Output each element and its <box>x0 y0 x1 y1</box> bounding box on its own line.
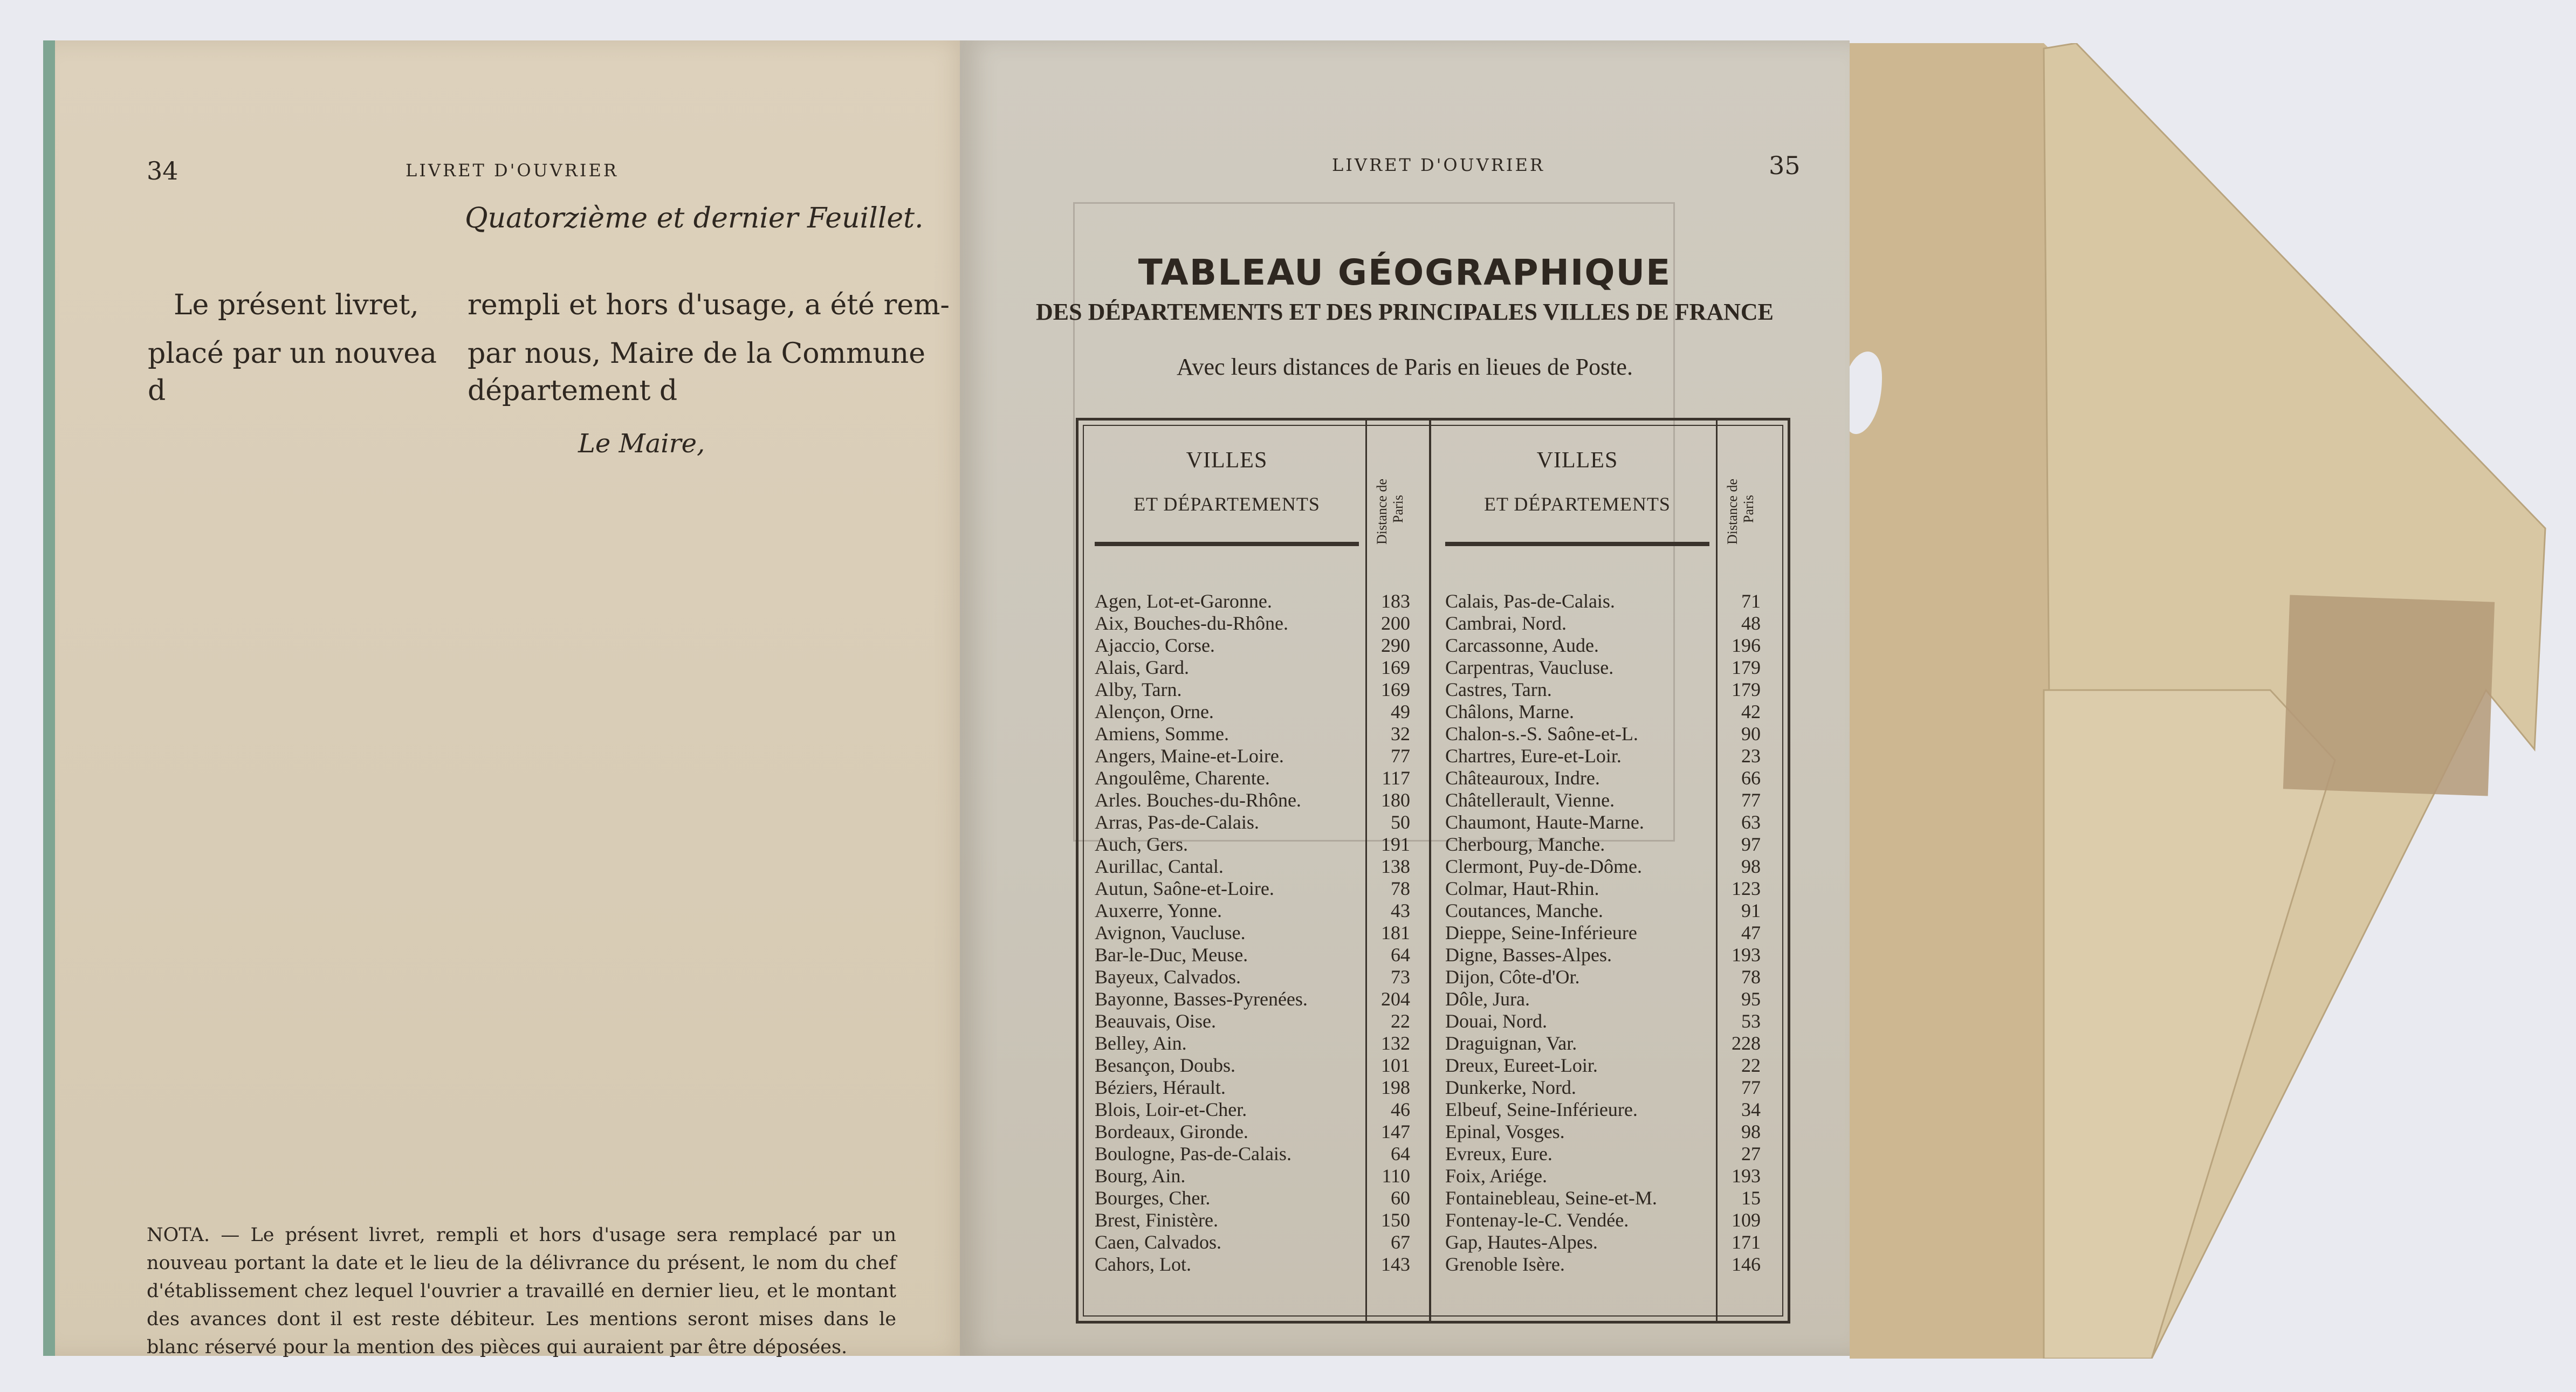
right-city: Châtellerault, Vienne. <box>1445 789 1615 811</box>
right-distance: 63 <box>1741 811 1761 833</box>
right-distance: 47 <box>1741 922 1761 943</box>
right-row <box>1445 811 1774 833</box>
right-city: Châlons, Marne. <box>1445 701 1574 722</box>
right-row <box>1445 1209 1774 1231</box>
left-city: Besançon, Doubs. <box>1095 1055 1235 1076</box>
right-row <box>1445 1253 1774 1276</box>
right-row <box>1445 1143 1774 1165</box>
table-subsubtitle: Avec leurs distances de Paris en lieues de Poste. <box>1177 354 1633 380</box>
right-city: Dôle, Jura. <box>1445 988 1530 1010</box>
right-city: Colmar, Haut-Rhin. <box>1445 878 1599 899</box>
left-city: Arles. Bouches-du-Rhône. <box>1095 789 1301 811</box>
left-row <box>1095 635 1418 657</box>
left-distance: 77 <box>1391 745 1410 767</box>
nota-paragraph: NOTA. — Le présent livret, rempli et hors d'usage sera remplacé par un nouveau portant la date et le lieu de la délivrance du présent, le nom du chef d'établissement chez lequel l'ouvrier a travaillé en dernier lieu, et le montant des avances dont il est reste débiteur. Les mentions seront mises dans le blanc réservé pour la mention des pièces qui auraient par être déposées. <box>147 1224 896 1358</box>
left-city: Angoulême, Charente. <box>1095 767 1270 789</box>
right-city: Douai, Nord. <box>1445 1010 1547 1032</box>
rows-left <box>1095 590 1418 1276</box>
right-city: Dijon, Côte-d'Or. <box>1445 966 1580 988</box>
left-distance: 64 <box>1391 944 1410 966</box>
left-distance: 200 <box>1381 612 1410 634</box>
left-city: Amiens, Somme. <box>1095 723 1229 745</box>
right-row <box>1445 1165 1774 1187</box>
left-distance: 191 <box>1381 833 1410 855</box>
left-city: Bar-le-Duc, Meuse. <box>1095 944 1248 966</box>
right-distance: 95 <box>1741 988 1761 1010</box>
left-row <box>1095 833 1418 856</box>
left-city: Beauvais, Oise. <box>1095 1010 1216 1032</box>
right-city: Chartres, Eure-et-Loir. <box>1445 745 1622 767</box>
left-city: Bordeaux, Gironde. <box>1095 1121 1248 1142</box>
right-distance: 27 <box>1741 1143 1761 1164</box>
left-distance: 60 <box>1391 1187 1410 1209</box>
left-row <box>1095 922 1418 944</box>
left-row <box>1095 966 1418 988</box>
header-villes-right: VILLES <box>1536 448 1618 473</box>
header-cities-left <box>1089 447 1364 515</box>
left-city: Aix, Bouches-du-Rhône. <box>1095 612 1288 634</box>
header-distance-left-2: Paris <box>1390 495 1406 523</box>
right-row <box>1445 1187 1774 1209</box>
right-running-head: LIVRET D'OUVRIER <box>1332 155 1545 175</box>
right-city: Fontainebleau, Seine-et-M. <box>1445 1187 1657 1209</box>
right-city: Foix, Ariége. <box>1445 1165 1547 1187</box>
right-city: Calais, Pas-de-Calais. <box>1445 590 1615 612</box>
left-row <box>1095 1187 1418 1209</box>
left-distance: 78 <box>1391 878 1410 899</box>
text-line-1a: Le présent livret, <box>174 289 419 321</box>
header-rule-left <box>1095 542 1359 546</box>
left-row <box>1095 1099 1418 1121</box>
left-row <box>1095 723 1418 745</box>
envelope-flap <box>1850 43 2556 1359</box>
right-city: Digne, Basses-Alpes. <box>1445 944 1612 966</box>
left-distance: 183 <box>1381 590 1410 612</box>
left-row <box>1095 988 1418 1010</box>
envelope-back-strip <box>1850 43 2055 1359</box>
right-city: Dunkerke, Nord. <box>1445 1077 1576 1098</box>
right-distance: 98 <box>1741 856 1761 877</box>
right-row <box>1445 900 1774 922</box>
left-page <box>43 40 972 1356</box>
right-city: Grenoble Isère. <box>1445 1253 1565 1275</box>
right-row <box>1445 701 1774 723</box>
left-distance: 169 <box>1381 679 1410 700</box>
right-row <box>1445 723 1774 745</box>
header-rule-right <box>1445 542 1709 546</box>
right-row <box>1445 1121 1774 1143</box>
right-distance: 66 <box>1741 767 1761 789</box>
right-row <box>1445 966 1774 988</box>
right-row <box>1445 988 1774 1010</box>
right-distance: 42 <box>1741 701 1761 722</box>
right-city: Chalon-s.-S. Saône-et-L. <box>1445 723 1638 745</box>
header-distance-left <box>1374 479 1406 545</box>
header-distance-right-2: Paris <box>1741 495 1756 523</box>
right-city: Draguignan, Var. <box>1445 1032 1577 1054</box>
text-line-2b: par nous, Maire de la Commune <box>468 337 925 370</box>
right-city: Carpentras, Vaucluse. <box>1445 657 1614 678</box>
left-row <box>1095 745 1418 767</box>
right-city: Cambrai, Nord. <box>1445 612 1567 634</box>
left-city: Blois, Loir-et-Cher. <box>1095 1099 1247 1120</box>
left-city: Bayonne, Basses-Pyrenées. <box>1095 988 1308 1010</box>
header-departements-right: ET DÉPARTEMENTS <box>1484 493 1671 515</box>
right-row <box>1445 1099 1774 1121</box>
left-row <box>1095 1143 1418 1165</box>
left-row <box>1095 1231 1418 1253</box>
left-city: Alais, Gard. <box>1095 657 1189 678</box>
left-distance: 290 <box>1381 635 1410 656</box>
right-distance: 193 <box>1732 1165 1761 1187</box>
rows-right <box>1445 590 1774 1276</box>
left-city: Cahors, Lot. <box>1095 1253 1191 1275</box>
left-distance: 138 <box>1381 856 1410 877</box>
left-city: Alby, Tarn. <box>1095 679 1182 700</box>
right-row <box>1445 1032 1774 1055</box>
header-distance-right <box>1725 479 1757 545</box>
left-row <box>1095 1253 1418 1276</box>
left-city: Ajaccio, Corse. <box>1095 635 1215 656</box>
right-city: Dreux, Eureet-Loir. <box>1445 1055 1598 1076</box>
signature-label: Le Maire, <box>578 429 705 459</box>
table-subtitle: DES DÉPARTEMENTS ET DES PRINCIPALES VILLES DE FRANCE <box>1035 299 1774 325</box>
left-row <box>1095 1055 1418 1077</box>
left-city: Boulogne, Pas-de-Calais. <box>1095 1143 1292 1164</box>
right-row <box>1445 878 1774 900</box>
right-city: Epinal, Vosges. <box>1445 1121 1565 1142</box>
right-city: Coutances, Manche. <box>1445 900 1603 921</box>
right-row <box>1445 657 1774 679</box>
left-distance: 110 <box>1382 1165 1410 1187</box>
left-distance: 117 <box>1382 767 1410 789</box>
left-city: Bourg, Ain. <box>1095 1165 1186 1187</box>
left-page-number: 34 <box>147 156 178 185</box>
header-departements-left: ET DÉPARTEMENTS <box>1134 493 1320 515</box>
left-distance: 181 <box>1381 922 1410 943</box>
right-city: Gap, Hautes-Alpes. <box>1445 1231 1598 1253</box>
right-distance: 179 <box>1732 679 1761 700</box>
right-distance: 48 <box>1741 612 1761 634</box>
left-city: Aurillac, Cantal. <box>1095 856 1224 877</box>
right-distance: 77 <box>1741 1077 1761 1098</box>
left-row <box>1095 657 1418 679</box>
left-distance: 180 <box>1381 789 1410 811</box>
left-city: Autun, Saône-et-Loire. <box>1095 878 1274 899</box>
left-distance: 64 <box>1391 1143 1410 1164</box>
left-distance: 46 <box>1391 1099 1410 1120</box>
right-page-number: 35 <box>1769 151 1801 180</box>
right-row <box>1445 767 1774 789</box>
left-row <box>1095 612 1418 635</box>
right-city: Evreux, Eure. <box>1445 1143 1553 1164</box>
left-distance: 49 <box>1391 701 1410 722</box>
left-city: Agen, Lot-et-Garonne. <box>1095 590 1272 612</box>
left-running-head: LIVRET D'OUVRIER <box>406 160 619 181</box>
left-distance: 204 <box>1381 988 1410 1010</box>
left-row <box>1095 1032 1418 1055</box>
tape-patch <box>2283 595 2495 796</box>
right-distance: 90 <box>1741 723 1761 745</box>
right-distance: 91 <box>1741 900 1761 921</box>
right-distance: 23 <box>1741 745 1761 767</box>
right-distance: 78 <box>1741 966 1761 988</box>
left-distance: 73 <box>1391 966 1410 988</box>
left-city: Angers, Maine-et-Loire. <box>1095 745 1284 767</box>
left-distance: 150 <box>1381 1209 1410 1231</box>
left-distance: 132 <box>1381 1032 1410 1054</box>
right-row <box>1445 745 1774 767</box>
left-row <box>1095 701 1418 723</box>
right-distance: 171 <box>1732 1231 1761 1253</box>
text-line-3b: département d <box>468 375 678 407</box>
left-row <box>1095 767 1418 789</box>
right-distance: 179 <box>1732 657 1761 678</box>
right-row <box>1445 789 1774 811</box>
left-row <box>1095 878 1418 900</box>
right-city: Fontenay-le-C. Vendée. <box>1445 1209 1629 1231</box>
header-distance-left-1: Distance de <box>1374 478 1390 545</box>
leaf-title: Quatorzième et dernier Feuillet. <box>465 202 924 235</box>
right-distance: 34 <box>1741 1099 1761 1120</box>
text-line-3a: d <box>148 375 166 407</box>
right-page <box>960 40 1850 1356</box>
text-line-2a: placé par un nouvea <box>148 337 437 370</box>
right-row <box>1445 635 1774 657</box>
right-city: Elbeuf, Seine-Inférieure. <box>1445 1099 1638 1120</box>
right-distance: 15 <box>1741 1187 1761 1209</box>
right-distance: 228 <box>1732 1032 1761 1054</box>
left-row <box>1095 856 1418 878</box>
right-row <box>1445 922 1774 944</box>
right-city: Châteauroux, Indre. <box>1445 767 1600 789</box>
right-row <box>1445 1231 1774 1253</box>
left-distance: 143 <box>1381 1253 1410 1275</box>
distance-table <box>1076 418 1790 1324</box>
left-distance: 67 <box>1391 1231 1410 1253</box>
right-city: Carcassonne, Aude. <box>1445 635 1599 656</box>
left-city: Alençon, Orne. <box>1095 701 1214 722</box>
right-distance: 146 <box>1732 1253 1761 1275</box>
header-cities-right <box>1440 447 1715 515</box>
text-line-1b: rempli et hors d'usage, a été rem- <box>468 289 950 321</box>
left-row <box>1095 590 1418 612</box>
header-villes-left: VILLES <box>1186 448 1268 473</box>
right-row <box>1445 833 1774 856</box>
right-row <box>1445 1077 1774 1099</box>
right-distance: 71 <box>1741 590 1761 612</box>
left-distance: 169 <box>1381 657 1410 678</box>
right-distance: 196 <box>1732 635 1761 656</box>
right-distance: 22 <box>1741 1055 1761 1076</box>
left-row <box>1095 1077 1418 1099</box>
left-distance: 50 <box>1391 811 1410 833</box>
left-city: Béziers, Hérault. <box>1095 1077 1226 1098</box>
right-city: Chaumont, Haute-Marne. <box>1445 811 1644 833</box>
table-title: TABLEAU GÉOGRAPHIQUE <box>1138 252 1672 293</box>
right-row <box>1445 590 1774 612</box>
left-distance: 43 <box>1391 900 1410 921</box>
right-city: Castres, Tarn. <box>1445 679 1552 700</box>
right-row <box>1445 1010 1774 1032</box>
header-distance-right-1: Distance de <box>1725 478 1740 545</box>
left-city: Caen, Calvados. <box>1095 1231 1221 1253</box>
right-row <box>1445 1055 1774 1077</box>
right-city: Clermont, Puy-de-Dôme. <box>1445 856 1642 877</box>
left-distance: 147 <box>1381 1121 1410 1142</box>
left-city: Bourges, Cher. <box>1095 1187 1211 1209</box>
left-city: Auxerre, Yonne. <box>1095 900 1222 921</box>
right-row <box>1445 944 1774 966</box>
left-distance: 32 <box>1391 723 1410 745</box>
right-distance: 98 <box>1741 1121 1761 1142</box>
left-row <box>1095 1010 1418 1032</box>
left-distance: 198 <box>1381 1077 1410 1098</box>
right-distance: 53 <box>1741 1010 1761 1032</box>
left-city: Avignon, Vaucluse. <box>1095 922 1246 943</box>
left-city: Auch, Gers. <box>1095 833 1188 855</box>
left-row <box>1095 1121 1418 1143</box>
right-distance: 193 <box>1732 944 1761 966</box>
left-city: Arras, Pas-de-Calais. <box>1095 811 1259 833</box>
right-row <box>1445 679 1774 701</box>
left-city: Brest, Finistère. <box>1095 1209 1218 1231</box>
right-distance: 123 <box>1732 878 1761 899</box>
right-distance: 109 <box>1732 1209 1761 1231</box>
left-row <box>1095 1209 1418 1231</box>
table-divider-center <box>1429 421 1431 1321</box>
left-city: Belley, Ain. <box>1095 1032 1187 1054</box>
right-distance: 97 <box>1741 833 1761 855</box>
left-row <box>1095 944 1418 966</box>
left-row <box>1095 1165 1418 1187</box>
left-row <box>1095 811 1418 833</box>
left-row <box>1095 900 1418 922</box>
left-row <box>1095 789 1418 811</box>
right-row <box>1445 612 1774 635</box>
left-distance: 22 <box>1391 1010 1410 1032</box>
left-distance: 101 <box>1381 1055 1410 1076</box>
right-distance: 77 <box>1741 789 1761 811</box>
right-city: Cherbourg, Manche. <box>1445 833 1605 855</box>
right-city: Dieppe, Seine-Inférieure <box>1445 922 1637 943</box>
right-row <box>1445 856 1774 878</box>
left-city: Bayeux, Calvados. <box>1095 966 1241 988</box>
left-row <box>1095 679 1418 701</box>
